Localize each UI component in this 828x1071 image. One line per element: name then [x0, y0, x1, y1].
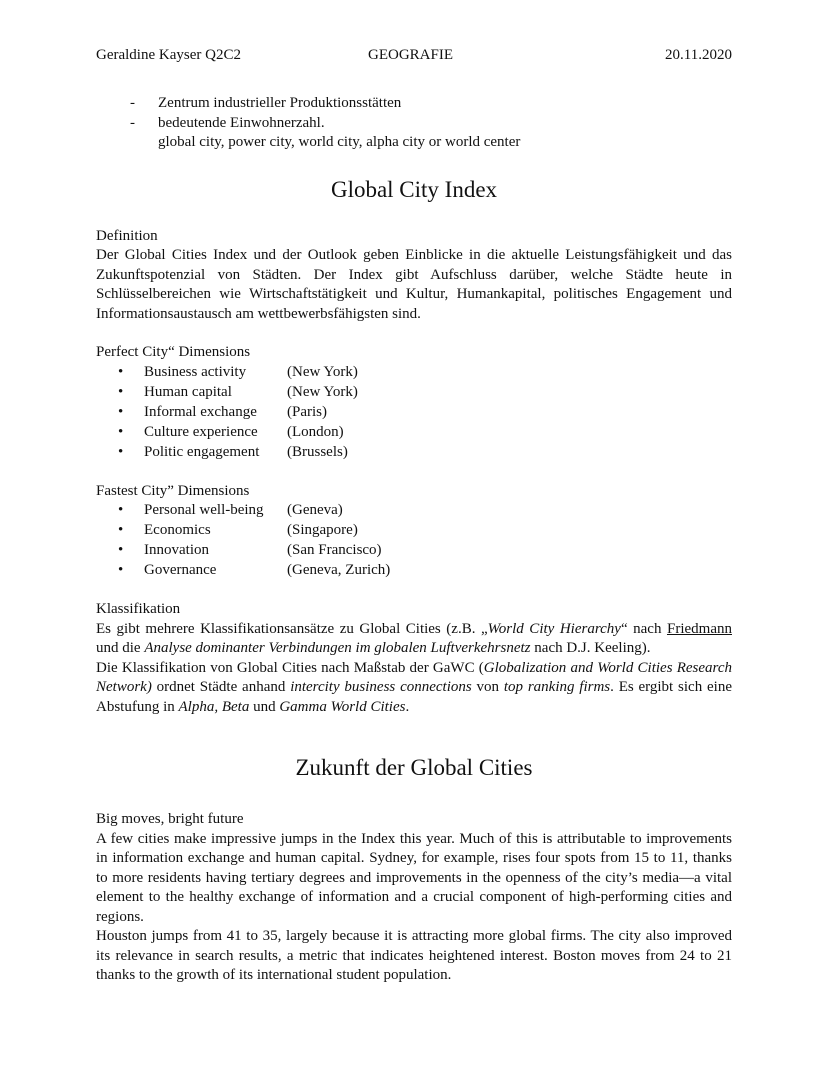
klassifikation-heading: Klassifikation: [96, 601, 181, 617]
big-moves-heading: Big moves, bright future: [96, 811, 244, 827]
klassifikation-paragraph-2: Die Klassifikation von Global Cities nach Maßstab der GaWC (Globalization and World Cities Research Network) ordnet Städte anhand intercity business connections von top ranking firms. Es ergibt sich eine Abstufung in Alpha, Beta und Gamma World Cities.: [96, 659, 732, 715]
page-header: [96, 46, 732, 68]
definition-heading: Definition: [96, 227, 158, 244]
fastest-city-list: [96, 501, 732, 581]
intro-dash-list: [96, 94, 732, 133]
header-date: 20.11.2020: [665, 47, 732, 63]
list-item: • Politic engagement (Brussels): [118, 443, 348, 460]
document-page: [96, 46, 732, 986]
perfect-city-heading: Perfect City“ Dimensions: [96, 344, 251, 360]
klassifikation-paragraph-1: Es gibt mehrere Klassifikationsansätze zu Global Cities (z.B. „World City Hierarchy“ nach Friedmann und die Analyse dominanter Verbindungen im globalen Luftverkehrsnetz nach D.J. Keeling).: [96, 620, 732, 656]
list-item: • Innovation (San Francisco): [118, 542, 382, 558]
list-item: • Governance (Geneva, Zurich): [118, 562, 391, 578]
list-item: • Personal well-being (Geneva): [118, 502, 343, 518]
zukunft-paragraph-2: Houston jumps from 41 to 35, largely because it is attracting more global firms. The city also improved its relevance in search results, a metric that indicates heightened interest. Boston moves from 24 to 21 thanks to the growth of its international student population.: [96, 928, 732, 983]
list-item: • Economics (Singapore): [118, 522, 358, 538]
list-item: • Human capital (New York): [118, 383, 358, 400]
header-subject: GEOGRAFIE: [368, 47, 453, 63]
intro-continuation: global city, power city, world city, alpha city or world center: [158, 134, 521, 150]
header-author: Geraldine Kayser Q2C2: [96, 47, 241, 63]
list-item: • Business activity (New York): [118, 363, 358, 380]
section-title-zukunft: Zukunft der Global Cities: [295, 755, 533, 780]
list-item: - Zentrum industrieller Produktionsstätten: [130, 95, 402, 111]
list-item: • Informal exchange (Paris): [118, 403, 327, 420]
list-item: - bedeutende Einwohnerzahl.: [130, 114, 325, 131]
zukunft-paragraph-1: A few cities make impressive jumps in the Index this year. Much of this is attributable to improvements in information exchange and human capital. Sydney, for example, rises four spots from 15 to 11, thanks to more residents having tertiary degrees and improvements in the openness of the city’s media—a vital element to the healthy exchange of information and a crucial component of high-performing cities and regions.: [96, 830, 732, 925]
definition-text: Der Global Cities Index und der Outlook geben Einblicke in die aktuelle Leistungsfähigkeit und das Zukunftspotenzial von Städten. Der Index gibt Aufschluss darüber, welche Städte heute in Schlüsselbereichen wie Wirtschaftstätigkeit und Kultur, Humankapital, politisches Engagement und Informationsaustausch am wettbewerbsfähigsten sind.: [96, 247, 732, 322]
section-title-global-city-index: Global City Index: [330, 176, 498, 202]
fastest-city-heading: Fastest City” Dimensions: [96, 482, 250, 499]
list-item: • Culture experience (London): [118, 423, 344, 440]
perfect-city-list: [96, 363, 732, 463]
